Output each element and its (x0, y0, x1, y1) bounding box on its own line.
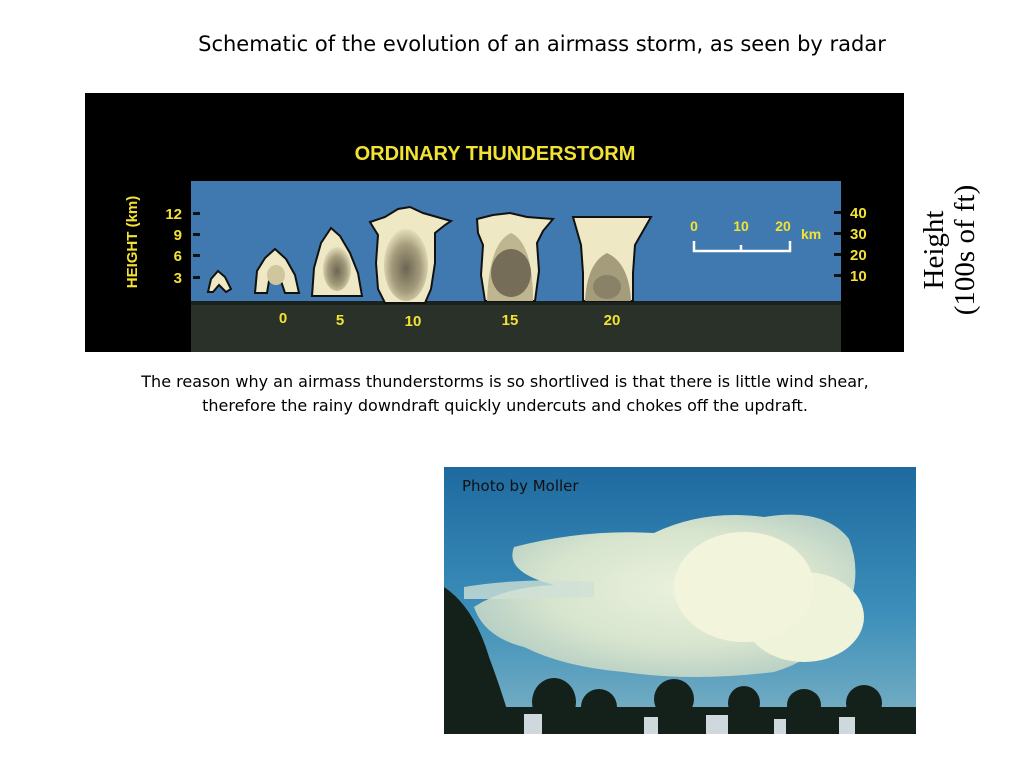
time-label: 10 (404, 313, 422, 330)
caption-line: The reason why an airmass thunderstorms is so shortlived is that there is little wind shear, (141, 372, 869, 391)
diagram-title: ORDINARY THUNDERSTORM (354, 143, 636, 165)
time-label: 5 (335, 312, 345, 329)
scale-tick-label: 0 (690, 218, 698, 234)
thunderstorm-diagram (85, 93, 904, 352)
caption-line: therefore the rainy downdraft quickly undercuts and chokes off the updraft. (202, 396, 808, 415)
storm-photo-svg (444, 467, 916, 734)
left-tick-label: 12 (165, 206, 182, 223)
y-axis-label: HEIGHT (km) (124, 195, 141, 289)
scale-tick-label: 10 (733, 218, 749, 234)
right-tick-mark (834, 232, 841, 235)
thunderstorm-diagram-svg (85, 93, 904, 352)
scale-tick-label: 20 (775, 218, 791, 234)
left-tick-label: 3 (173, 270, 182, 287)
left-tick-mark (193, 276, 200, 279)
photo-credit: Photo by Moller (462, 477, 579, 495)
right-tick-label: 10 (850, 268, 867, 285)
caption (50, 370, 960, 418)
slide-title: Schematic of the evolution of an airmass storm, as seen by radar (198, 32, 886, 56)
right-tick-label: 20 (850, 247, 867, 264)
left-tick-label: 9 (173, 227, 182, 244)
right-tick-label: 40 (850, 205, 867, 222)
storm-photo (444, 467, 916, 734)
side-label-line: (100s of ft) (949, 184, 981, 316)
right-tick-label: 30 (850, 226, 867, 243)
left-tick-mark (193, 212, 200, 215)
time-label: 0 (278, 310, 288, 327)
right-tick-mark (834, 211, 841, 214)
left-tick-label: 6 (173, 248, 182, 265)
left-tick-mark (193, 254, 200, 257)
side-label-line: Height (918, 210, 950, 290)
right-tick-mark (834, 253, 841, 256)
height-side-label (919, 185, 981, 315)
scale-unit: km (801, 226, 822, 242)
right-tick-mark (834, 274, 841, 277)
time-label: 15 (501, 312, 519, 329)
left-tick-mark (193, 233, 200, 236)
time-label: 20 (603, 312, 621, 329)
